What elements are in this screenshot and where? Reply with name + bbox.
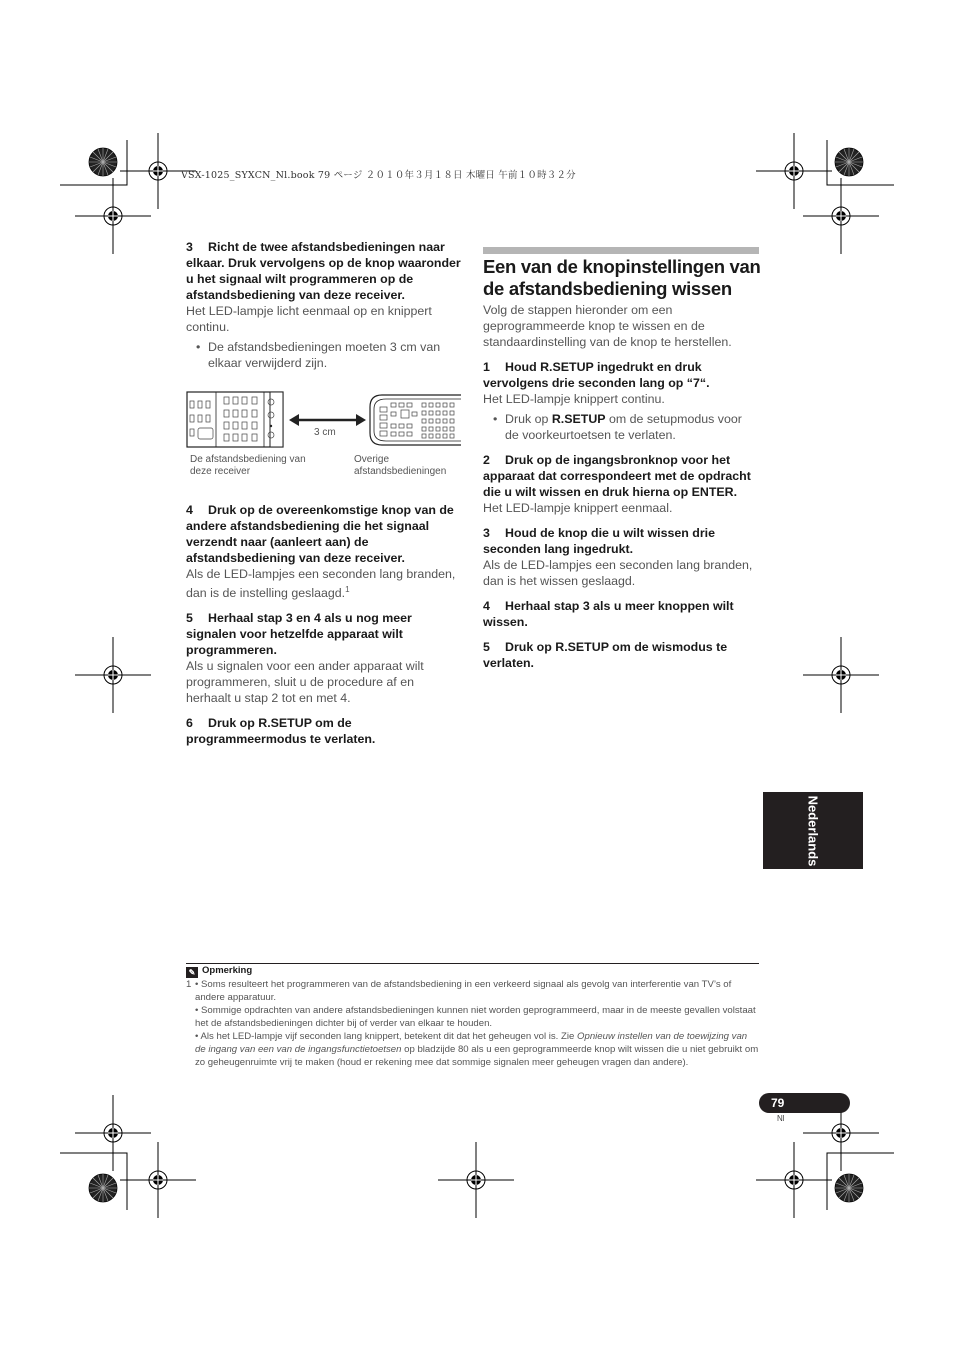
erase-step-3: 3 Houd de knop die u wilt wissen drie seconden lang ingedrukt. — [483, 526, 715, 556]
step-5-instruction: 5 Herhaal stap 3 en 4 als u nog meer signalen voor hetzelfde apparaat wilt programmeren. — [186, 611, 412, 658]
language-tab-label: Nederlands — [805, 795, 821, 866]
erase-step-3-body: Als de LED-lampjes een seconden lang branden, dan is het wissen geslaagd. — [483, 558, 753, 588]
page-number-badge — [759, 1093, 850, 1113]
step-4-body: Als de LED-lampjes een seconden lang branden, dan is de instelling geslaagd.$^1$ — [186, 567, 456, 601]
erase-step-1: 1 Houd R.SETUP ingedrukt en druk vervolgens drie seconden lang op “7“. — [483, 360, 710, 390]
step-3-body: Het LED-lampje licht eenmaal op en knippert continu. — [186, 304, 432, 334]
notes-body — [186, 978, 759, 1069]
right-column — [483, 302, 758, 671]
footnote-ref: 1 — [345, 585, 350, 594]
distance-label: 3 cm — [314, 427, 336, 438]
erase-step-1-bullet: • Druk op R.SETUP om de setupmodus voor de voorkeurtoetsen te verlaten. — [493, 412, 742, 442]
notes-title: ✎ Opmerking — [186, 965, 252, 978]
erase-step-2-body: Het LED-lampje knippert eenmaal. — [483, 501, 673, 515]
step-3-bullet: • De afstandsbedieningen moeten 3 cm van elkaar verwijderd zijn. — [196, 340, 441, 370]
page-language-code: Nl — [777, 1114, 785, 1123]
remote-figure — [186, 371, 461, 491]
section-heading: Een van de knopinstellingen van de afstandsbediening wissen — [483, 256, 761, 299]
step-3-instruction: 3 Richt de twee afstandsbedieningen naar elkaar. Druk vervolgens op de knop waaronder u het signaal wilt programmeren op de afstandsbediening van deze receiver. — [186, 240, 461, 302]
notes-divider — [186, 963, 759, 964]
left-column — [186, 239, 461, 747]
note-item: 1 • Soms resulteert het programmeren van de afstandsbediening in een verkeerd signaal als gevolg van interferentie van TV’s of andere apparatuur. — [186, 979, 732, 1003]
caption-other-remotes: Overige afstandsbedieningen — [354, 454, 447, 477]
page-number: 79 — [771, 1096, 785, 1110]
step-4-instruction: 4 Druk op de overeenkomstige knop van de andere afstandsbediening die het signaal verzendt naar (aanleert aan) de afstandsbediening van deze receiver. — [186, 503, 454, 565]
step-6-instruction: 6 Druk op R.SETUP om de programmeermodus te verlaten. — [186, 716, 376, 747]
file-header: VSX-1025_SYXCN_Nl.book 79 ページ ２０１０年３月１８日 木曜日 午前１０時３２分 — [181, 170, 576, 181]
erase-step-1-body: Het LED-lampje knippert continu. — [483, 392, 665, 406]
intro-text: Volg de stappen hieronder om een geprogrammeerde knop te wissen en de standaardinstelling van de knop te herstellen. — [483, 303, 732, 349]
note-icon: ✎ — [186, 967, 198, 978]
step-5-body: Als u signalen voor een ander apparaat wilt programmeren, sluit u de procedure af en herhaalt u stap 2 tot en met 4. — [186, 659, 424, 706]
erase-step-5: 5 Druk op R.SETUP om de wismodus te verlaten. — [483, 640, 728, 670]
note-item: • Als het LED-lampje vijf seconden lang knippert, betekent dit dat het geheugen vol is. Zie Opnieuw instellen van de toewijzing van de ingang van een van de ingangsfunctietoetsen op bladzijde 80 als u een geprogrammeerde knop wilt wissen die u niet gebruikt om zo geheugenruimte vrij te maken (houd er rekening mee dat sommige signalen meer geheugen vragen dan andere). — [195, 1031, 759, 1068]
note-item: • Sommige opdrachten van andere afstandsbedieningen kunnen niet worden geprogrammeerd, maar in de meeste gevallen volstaat het de afstandsbedieningen dichter bij of verder van elkaar te houden. — [195, 1005, 756, 1029]
caption-this-remote: De afstandsbediening van deze receiver — [190, 454, 306, 477]
erase-step-4: 4 Herhaal stap 3 als u meer knoppen wilt wissen. — [483, 599, 734, 629]
language-tab — [763, 792, 863, 869]
erase-step-2: 2 Druk op de ingangsbronknop voor het apparaat dat correspondeert met de opdracht die u wilt wissen en druk hierna op ENTER. — [483, 453, 751, 499]
heading-bar — [483, 247, 759, 254]
